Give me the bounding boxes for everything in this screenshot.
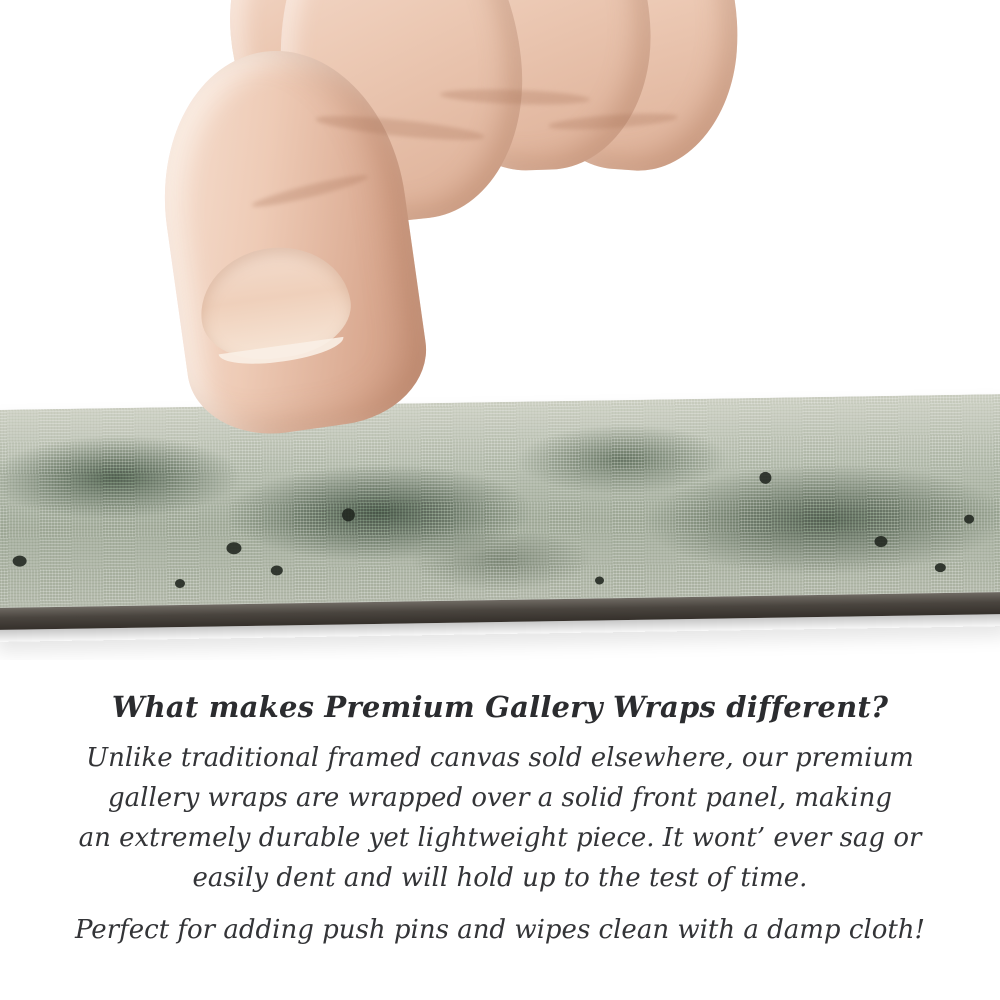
canvas-wrap-edge (0, 394, 1000, 642)
caption-closing-line: Perfect for adding push pins and wipes clean with a damp cloth! (74, 915, 925, 945)
caption-line: Unlike traditional framed canvas sold elsewhere, our premium (86, 743, 914, 773)
caption-heading: What makes Premium Gallery Wraps different? (111, 690, 889, 724)
caption-line: an extremely durable yet lightweight piece. It wont’ ever sag or (78, 823, 922, 853)
hand-illustration (80, 0, 700, 430)
canvas-speck (595, 576, 604, 584)
canvas-speck (759, 472, 771, 484)
canvas-weave-texture (0, 394, 1000, 608)
caption-line: easily dent and will hold up to the test of time. (192, 863, 808, 893)
canvas-speck (964, 515, 974, 524)
caption-line: gallery wraps are wrapped over a solid front panel, making (108, 783, 892, 813)
caption-block (0, 690, 1000, 950)
